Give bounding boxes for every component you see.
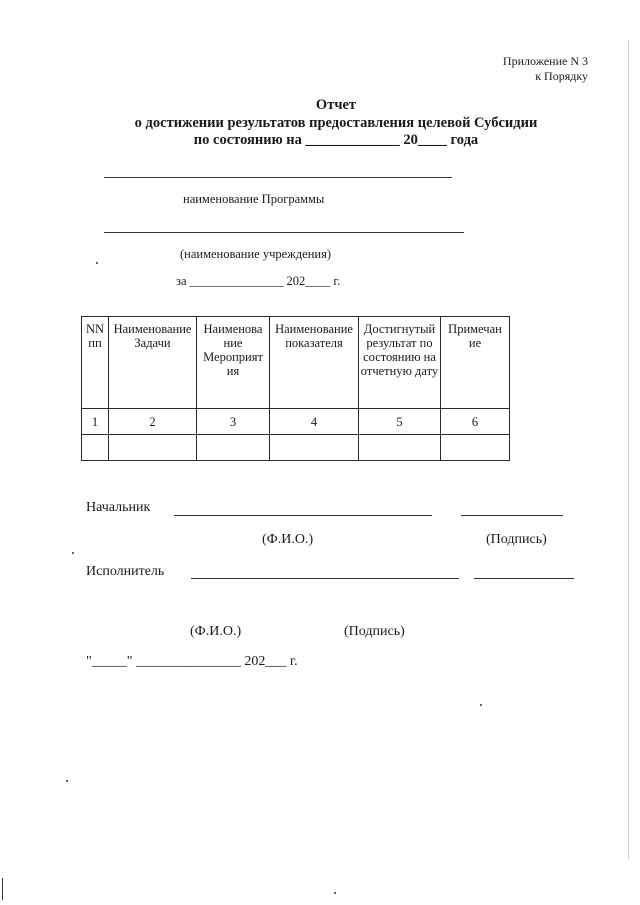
title-line-3: по состоянию на _____________ 20____ года <box>193 132 479 148</box>
header-cell-task: Наименование Задачи <box>109 317 197 409</box>
appendix-line-2: к Порядку <box>535 69 588 83</box>
date-line: "_____" _______________ 202___ г. <box>86 654 298 669</box>
appendix-note <box>503 54 588 84</box>
title-line-2: о достижении результатов предоставления целевой Субсидии <box>134 114 538 131</box>
table-cell <box>82 435 109 461</box>
table-cell <box>359 435 441 461</box>
table-cell <box>109 435 197 461</box>
scan-speck <box>96 262 98 264</box>
executor-fio-caption: (Ф.И.О.) <box>190 624 242 639</box>
table-row <box>82 435 510 461</box>
chief-fio-line <box>174 515 432 516</box>
institution-caption: (наименование учреждения) <box>180 247 331 261</box>
table-cell <box>441 435 510 461</box>
table-cell: 4 <box>270 409 359 435</box>
scan-edge-mark <box>2 878 3 900</box>
chief-signature-caption: (Подпись) <box>486 532 547 547</box>
executor-signature-line <box>474 578 574 579</box>
table-cell: 2 <box>109 409 197 435</box>
table-cell: 1 <box>82 409 109 435</box>
title-line-1: Отчет <box>315 97 357 113</box>
scan-speck <box>334 892 336 894</box>
executor-signature-caption: (Подпись) <box>344 624 405 639</box>
executor-label: Исполнитель <box>86 564 165 579</box>
table-header-row <box>82 317 510 409</box>
scan-speck <box>66 780 68 782</box>
period-line: за _______________ 202____ г. <box>176 274 341 288</box>
scan-edge-mark <box>628 40 629 860</box>
table-row <box>82 409 510 435</box>
header-cell-indicator: Наименование показателя <box>270 317 359 409</box>
chief-label: Начальник <box>86 500 151 515</box>
header-cell-note: Примечан ие <box>441 317 510 409</box>
chief-fio-caption: (Ф.И.О.) <box>262 532 314 547</box>
appendix-line-1: Приложение N 3 <box>502 54 588 68</box>
header-cell-activity: Наименова ние Мероприят ия <box>197 317 270 409</box>
institution-name-line <box>104 232 464 233</box>
table-cell: 3 <box>197 409 270 435</box>
header-cell-number: NN пп <box>82 317 109 409</box>
table-cell <box>197 435 270 461</box>
report-title <box>0 97 640 150</box>
table-cell: 6 <box>441 409 510 435</box>
report-table <box>81 316 510 461</box>
table-cell: 5 <box>359 409 441 435</box>
executor-fio-line <box>191 578 459 579</box>
chief-signature-line <box>461 515 563 516</box>
program-name-line <box>104 177 452 178</box>
scan-speck <box>72 552 74 554</box>
scan-speck <box>480 704 482 706</box>
table-cell <box>270 435 359 461</box>
header-cell-result: Достигнутый результат по состоянию на отчетную дату <box>359 317 441 409</box>
program-caption: наименование Программы <box>183 192 325 206</box>
